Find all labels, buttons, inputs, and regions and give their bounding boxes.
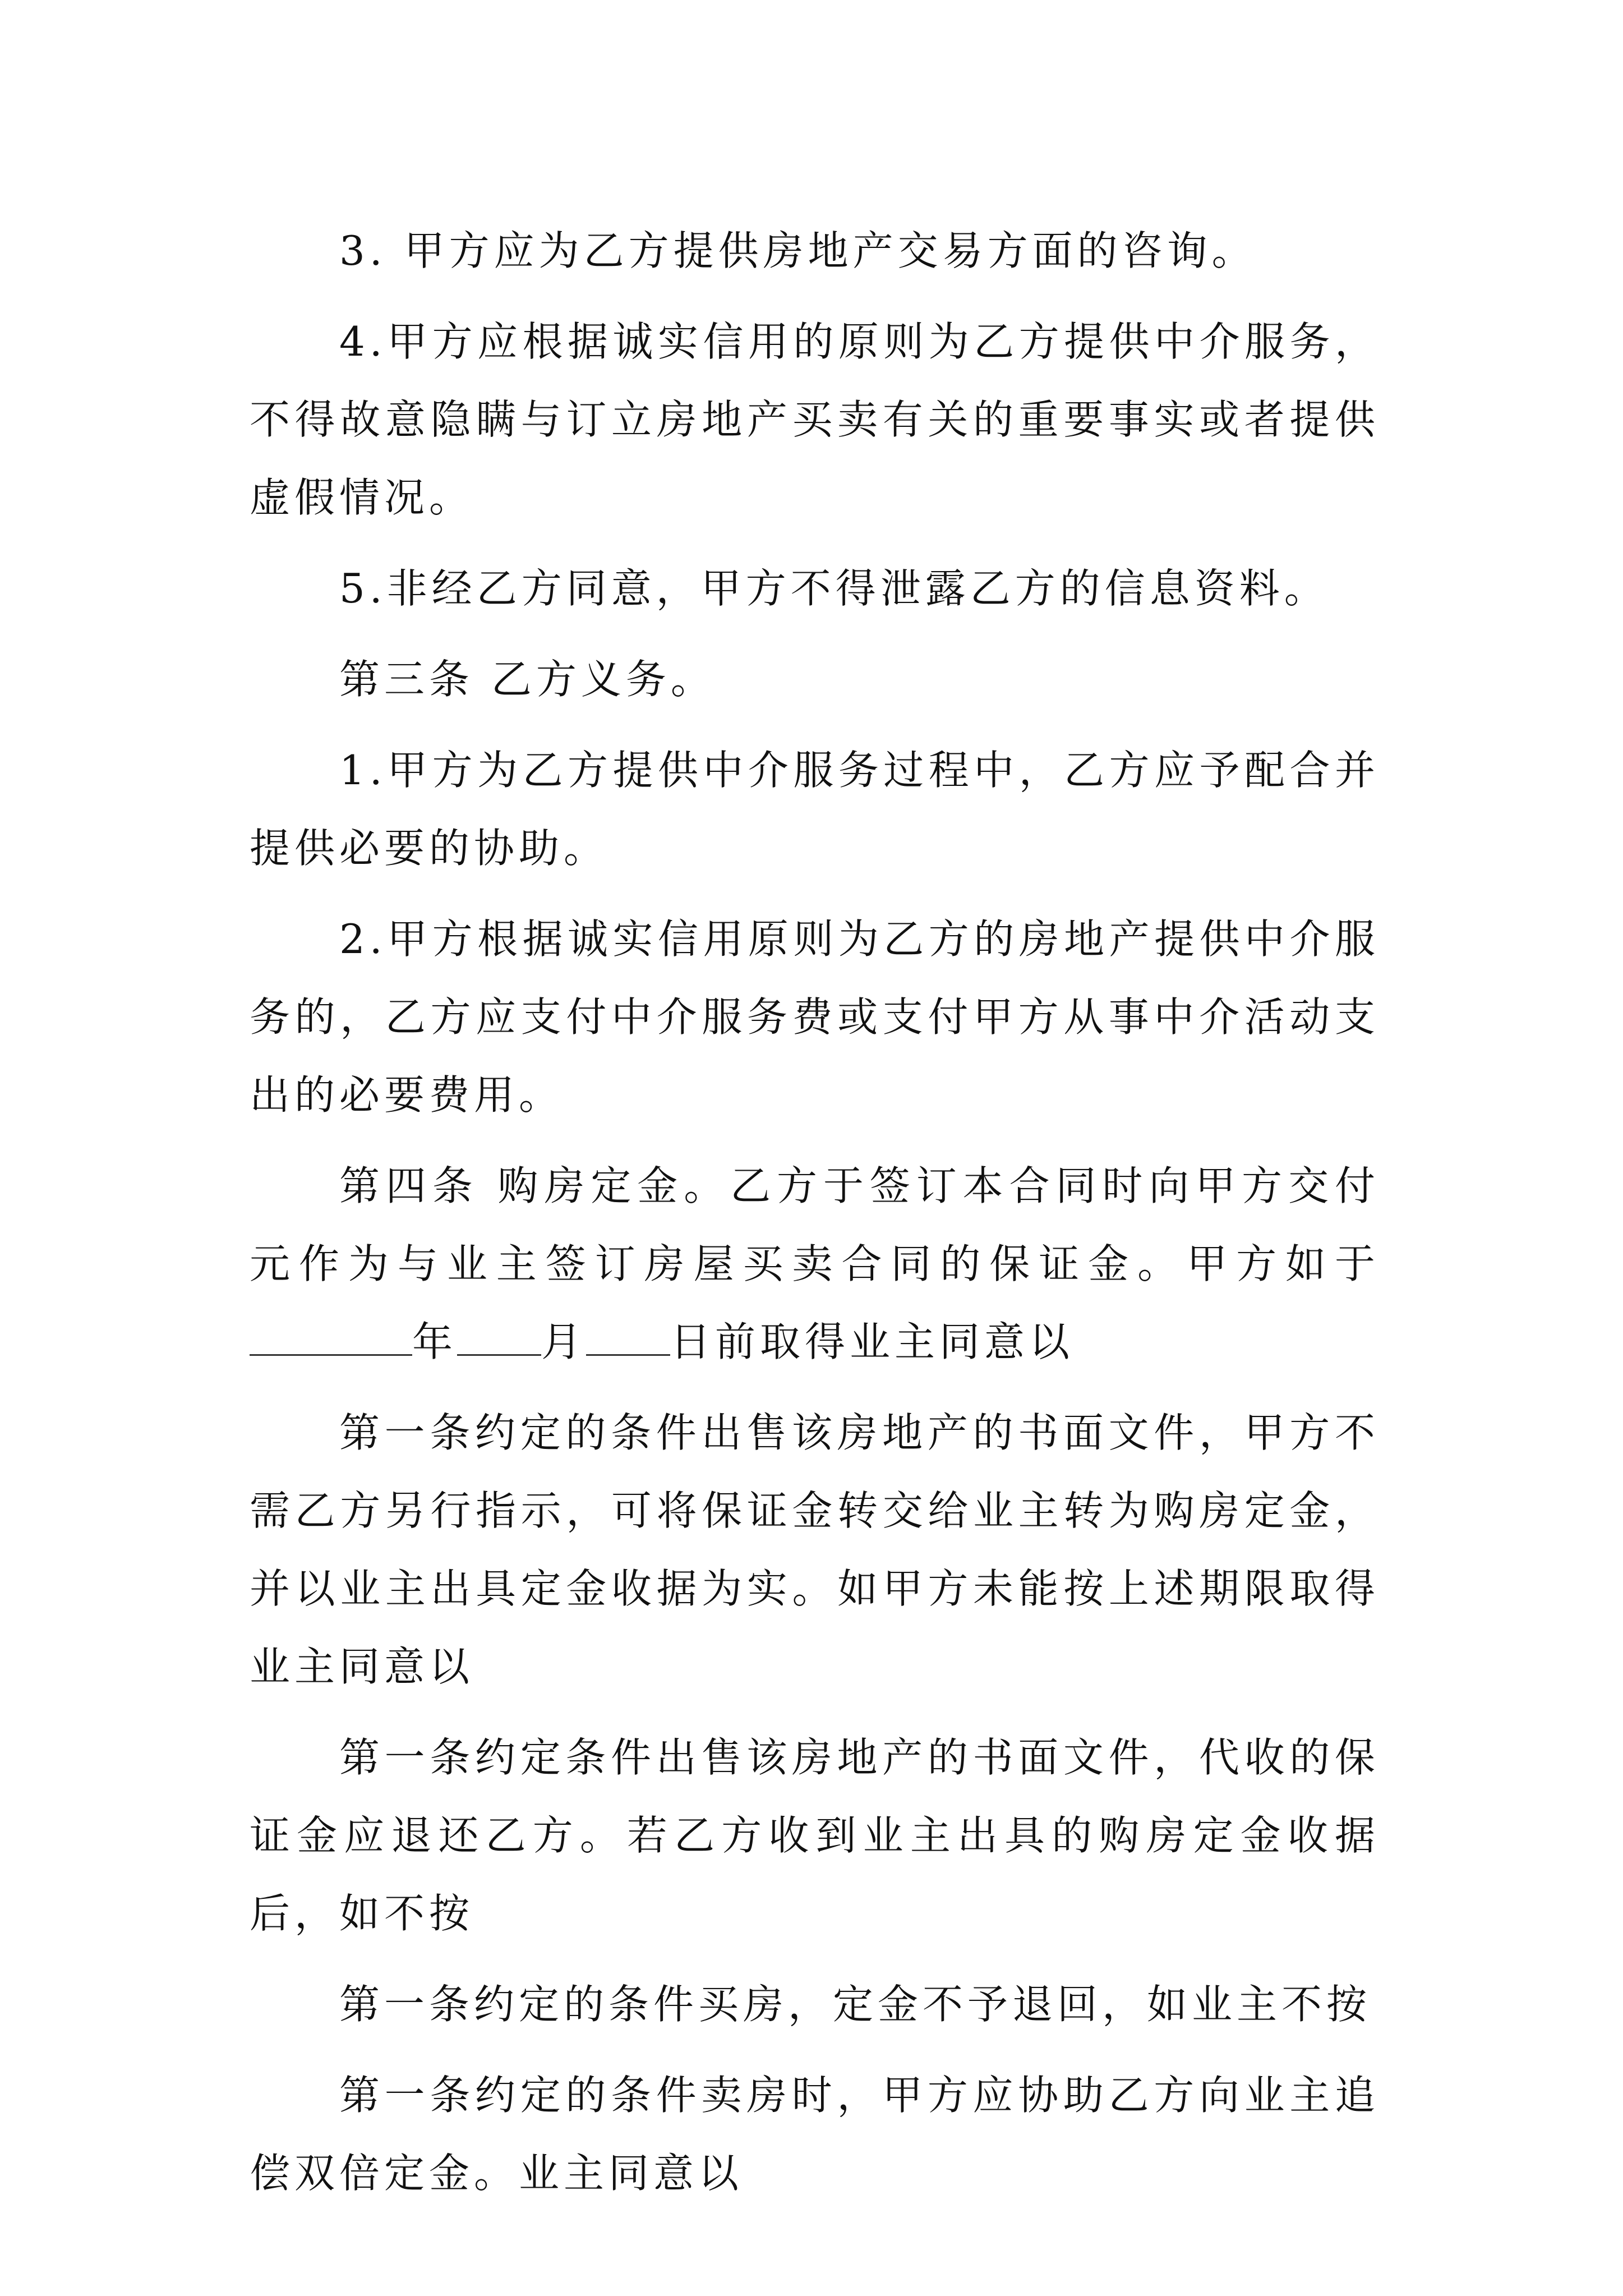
paragraph-condition-1: 第一条约定的条件出售该房地产的书面文件，甲方不需乙方另行指示，可将保证金转交给业主转为购房定金，并以业主出具定金收据为实。如甲方未能按上述期限取得业主同意以 <box>250 1409 1380 1690</box>
year-label: 年 <box>412 1318 458 1365</box>
month-label: 月 <box>541 1318 587 1365</box>
article-4-deposit-paragraph <box>250 1147 1380 1381</box>
paragraph-condition-4: 第一条约定的条件卖房时，甲方应协助乙方向业主追偿双倍定金。业主同意以 <box>250 2072 1380 2197</box>
document-body <box>250 212 1380 2212</box>
paragraph-party-b-2: 2.甲方根据诚实信用原则为乙方的房地产提供中介服务的，乙方应支付中介服务费或支付甲方从事中介活动支出的必要费用。 <box>250 915 1380 1119</box>
month-blank <box>457 1319 541 1356</box>
paragraph-party-b-1: 1.甲方为乙方提供中介服务过程中，乙方应予配合并提供必要的协助。 <box>250 747 1380 872</box>
paragraph-clause-3: 3. 甲方应为乙方提供房地产交易方面的咨询。 <box>339 227 1257 274</box>
paragraph-clause-5: 5.非经乙方同意，甲方不得泄露乙方的信息资料。 <box>339 565 1329 612</box>
paragraph-condition-3: 第一条约定的条件买房，定金不予退回，如业主不按 <box>339 1981 1372 2028</box>
article-3-heading: 第三条 乙方义务。 <box>339 656 716 703</box>
paragraph-condition-2: 第一条约定条件出售该房地产的书面文件，代收的保证金应退还乙方。若乙方收到业主出具的购房定金收据后，如不按 <box>250 1734 1380 1937</box>
paragraph-clause-4: 4.甲方应根据诚实信用的原则为乙方提供中介服务，不得故意隐瞒与订立房地产买卖有关的重要事实或者提供虚假情况。 <box>250 318 1380 521</box>
year-blank <box>250 1319 412 1356</box>
day-blank <box>586 1319 670 1356</box>
article-4-text: 第四条 购房定金。乙方于签订本合同时向甲方交付 元作为与业主签订房屋买卖合同的保证金。甲方如于 <box>250 1162 1380 1287</box>
day-label-text: 日前取得业主同意以 <box>670 1318 1075 1365</box>
